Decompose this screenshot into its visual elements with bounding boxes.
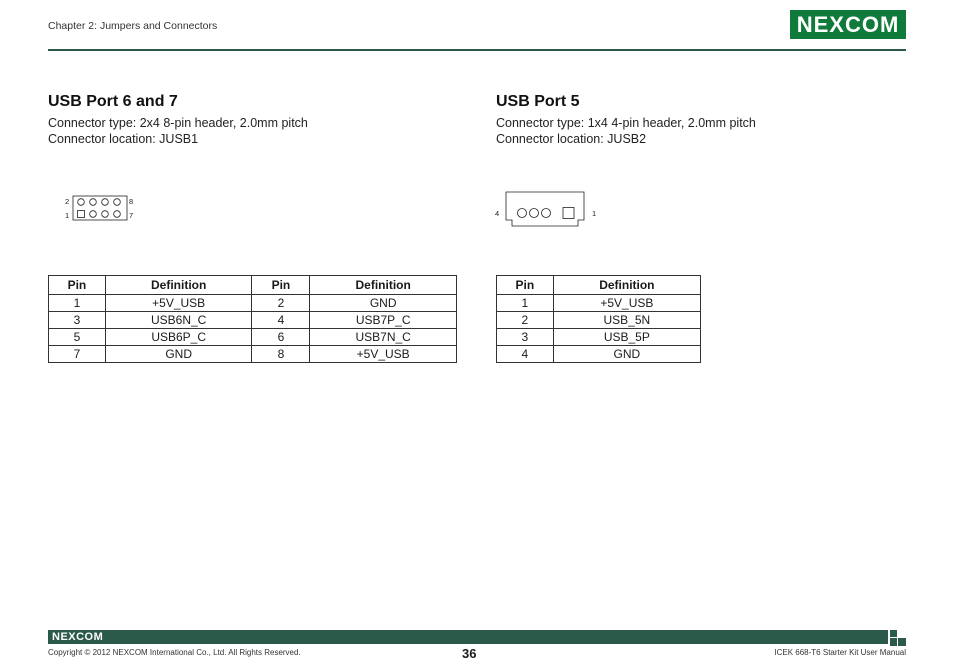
section-usb-6-7 — [48, 93, 308, 147]
pin-2 — [542, 209, 551, 218]
nexcom-logo — [790, 10, 906, 39]
table-row — [497, 329, 701, 346]
header-definition: Definition — [553, 276, 700, 295]
footer-logo: NEXCOM — [52, 631, 104, 643]
table-cell: +5V_USB — [310, 346, 457, 363]
pin-1 — [563, 208, 574, 219]
pin-3 — [530, 209, 539, 218]
pin-2 — [78, 199, 85, 206]
pin-label-7: 7 — [129, 211, 134, 220]
pin-6 — [102, 199, 109, 206]
table-cell: USB_5P — [553, 329, 700, 346]
table-cell: 4 — [497, 346, 554, 363]
table-header-row — [49, 276, 457, 295]
pin-8 — [114, 199, 121, 206]
table-cell: 4 — [252, 312, 310, 329]
pin-label-4: 4 — [495, 209, 500, 218]
table-header-row — [497, 276, 701, 295]
connector-location: Connector location: JUSB2 — [496, 132, 647, 146]
table-row — [49, 346, 457, 363]
section-title: USB Port 5 — [496, 93, 580, 110]
table-cell: USB7N_C — [310, 329, 457, 346]
table-row — [497, 312, 701, 329]
table-cell: 3 — [497, 329, 554, 346]
table-cell: USB7P_C — [310, 312, 457, 329]
table-cell: 2 — [497, 312, 554, 329]
jusb2-diagram — [500, 188, 590, 230]
header-divider — [48, 49, 906, 51]
table-row — [49, 295, 457, 312]
pin-4 — [90, 199, 97, 206]
connector-type: Connector type: 1x4 4-pin header, 2.0mm pitch — [496, 116, 756, 130]
jusb2-pin-table — [496, 275, 701, 363]
header-definition: Definition — [105, 276, 252, 295]
table-cell: GND — [105, 346, 252, 363]
table-cell: 6 — [252, 329, 310, 346]
table-cell: 2 — [252, 295, 310, 312]
pin-3 — [90, 211, 97, 218]
table-row — [49, 329, 457, 346]
table-cell: +5V_USB — [105, 295, 252, 312]
table-cell: +5V_USB — [553, 295, 700, 312]
pin-1 — [78, 211, 85, 218]
manual-title: ICEK 668-T6 Starter Kit User Manual — [774, 648, 906, 657]
table-cell: GND — [553, 346, 700, 363]
table-cell: USB6P_C — [105, 329, 252, 346]
table-row — [497, 295, 701, 312]
table-cell: 5 — [49, 329, 106, 346]
connector-type: Connector type: 2x4 8-pin header, 2.0mm pitch — [48, 116, 308, 130]
table-row — [497, 346, 701, 363]
pin-label-8: 8 — [129, 197, 134, 206]
header-pin: Pin — [49, 276, 106, 295]
footer-decoration — [898, 638, 906, 646]
jusb1-diagram — [60, 194, 150, 224]
copyright-text: Copyright © 2012 NEXCOM International Co., Ltd. All Rights Reserved. — [48, 648, 301, 657]
connector-location: Connector location: JUSB1 — [48, 132, 199, 146]
table-cell: 1 — [49, 295, 106, 312]
pin-5 — [102, 211, 109, 218]
table-cell: 1 — [497, 295, 554, 312]
section-usb-5 — [496, 93, 756, 147]
logo-text: NEXCOM — [796, 11, 900, 37]
table-cell: USB6N_C — [105, 312, 252, 329]
pin-label-2: 2 — [65, 197, 70, 206]
header-pin: Pin — [497, 276, 554, 295]
page-number: 36 — [462, 646, 477, 661]
jusb1-pin-table — [48, 275, 457, 363]
table-cell: 3 — [49, 312, 106, 329]
section-title: USB Port 6 and 7 — [48, 93, 178, 110]
header-definition: Definition — [310, 276, 457, 295]
chapter-title: Chapter 2: Jumpers and Connectors — [48, 20, 218, 32]
footer-bar — [48, 630, 888, 644]
header-pin: Pin — [252, 276, 310, 295]
pin-7 — [114, 211, 121, 218]
footer-decoration — [890, 638, 897, 646]
pin-label-1: 1 — [592, 209, 597, 218]
table-cell: USB_5N — [553, 312, 700, 329]
table-cell: 7 — [49, 346, 106, 363]
table-cell: 8 — [252, 346, 310, 363]
footer-decoration — [890, 630, 897, 637]
table-row — [49, 312, 457, 329]
table-cell: GND — [310, 295, 457, 312]
pin-label-1: 1 — [65, 211, 70, 220]
pin-4 — [518, 209, 527, 218]
